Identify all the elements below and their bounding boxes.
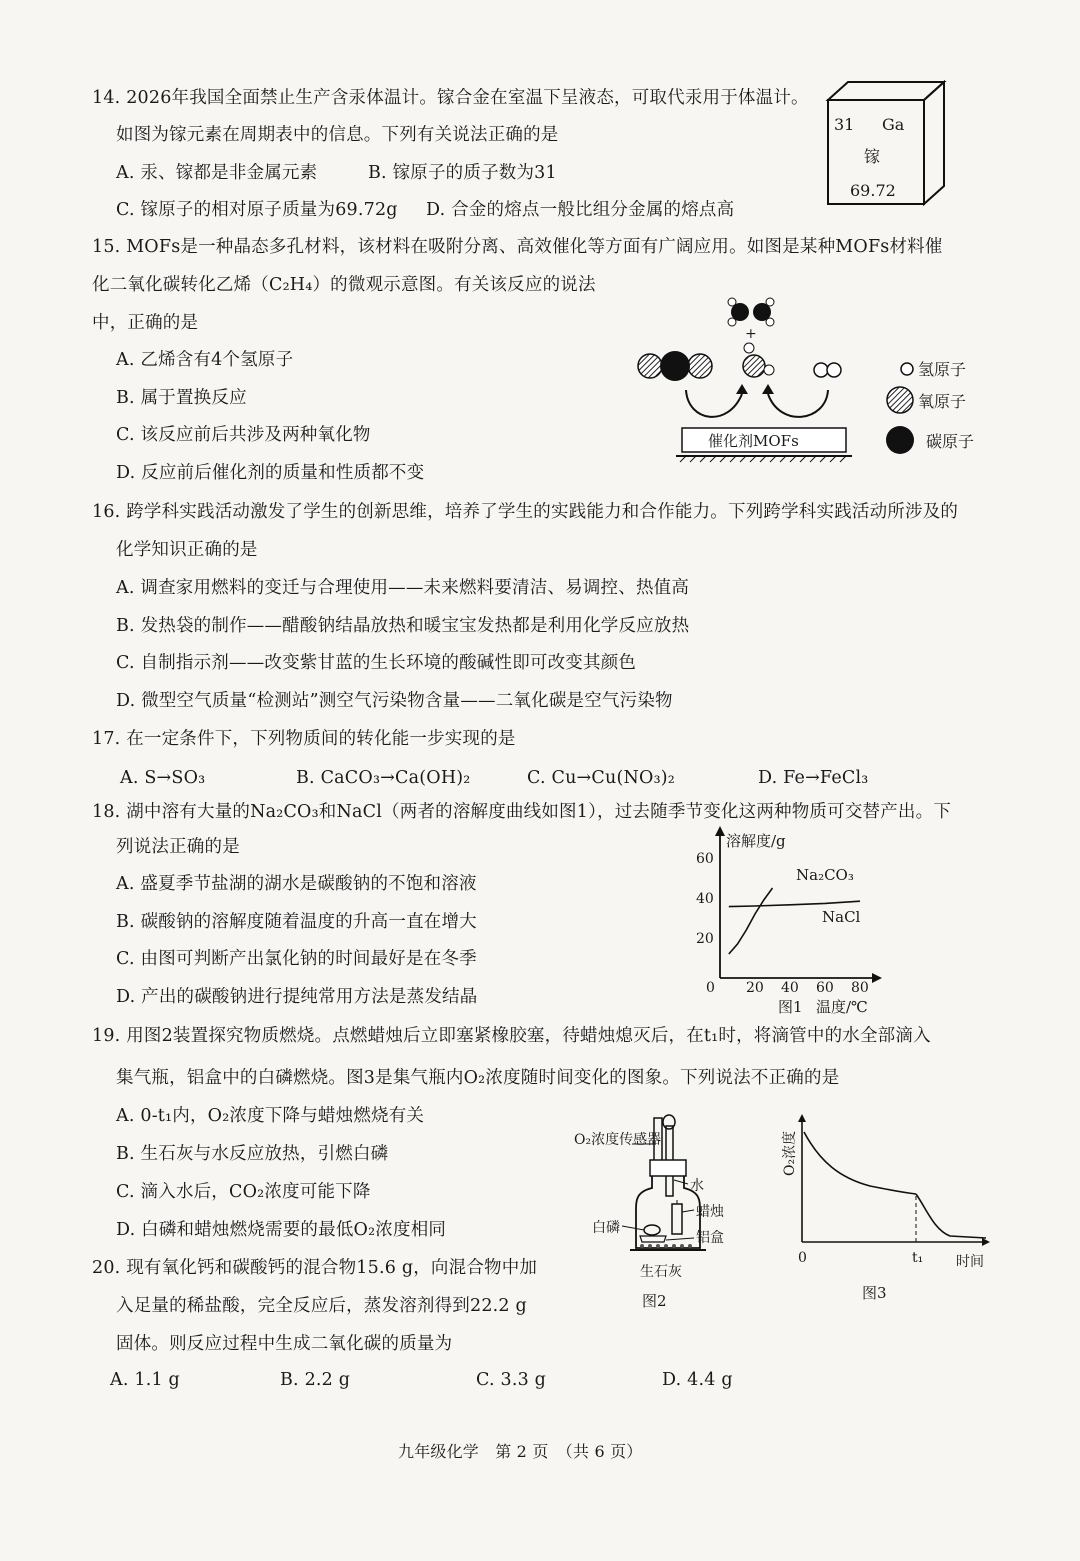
figure-3-caption: 图3 (862, 1284, 887, 1302)
q17-option-b: B. CaCO₃→Ca(OH)₂ (296, 768, 471, 788)
label-water: 水 (690, 1178, 704, 1194)
q17-stem: 17. 在一定条件下，下列物质间的转化能一步实现的是 (92, 729, 516, 749)
legend-hydrogen: 氢原子 (918, 360, 967, 379)
chart-title: 图1 (778, 998, 803, 1016)
periodic-element-cell (822, 78, 948, 208)
element-symbol: Ga (882, 115, 905, 134)
oxygen-legend-icon (887, 387, 913, 413)
q19-stem-2: 集气瓶，铝盒中的白磷燃烧。图3是集气瓶内O₂浓度随时间变化的图象。下列说法不正确的是 (116, 1068, 840, 1088)
q20-option-b: B. 2.2 g (280, 1370, 351, 1390)
y-axis-arrow (715, 826, 725, 836)
co2-molecule (638, 351, 712, 381)
hydrogen-molecule (814, 363, 841, 377)
fig3-y-label: O₂浓度 (782, 1130, 798, 1176)
fig3-curve-before (804, 1132, 916, 1194)
q19-option-a: A. 0-t₁内，O₂浓度下降与蜡烛燃烧有关 (116, 1106, 425, 1126)
q18-option-c: C. 由图可判断产出氯化钠的时间最好是在冬季 (116, 949, 477, 969)
series-na2co3-label: Na₂CO₃ (796, 866, 854, 884)
q14-stem-1: 14. 2026年我国全面禁止生产含汞体温计。镓合金在室温下呈液态，可取代汞用于体温计。 (92, 88, 809, 108)
fig3-x-label: 时间 (956, 1254, 984, 1270)
q14-stem-2: 如图为镓元素在周期表中的信息。下列有关说法正确的是 (116, 125, 559, 145)
q18-option-a: A. 盛夏季节盐湖的湖水是碳酸钠的不饱和溶液 (116, 874, 477, 894)
fig3-t1: t₁ (912, 1250, 924, 1266)
y-tick-60: 60 (696, 851, 714, 867)
q20-option-a: A. 1.1 g (110, 1370, 180, 1390)
q20-option-c: C. 3.3 g (476, 1370, 547, 1390)
q18-option-b: B. 碳酸钠的溶解度随着温度的升高一直在增大 (116, 912, 477, 932)
figure-2-caption: 图2 (642, 1292, 667, 1310)
ethylene-molecule (728, 298, 774, 342)
x-tick-80: 80 (851, 980, 869, 996)
q14-option-b: B. 镓原子的质子数为31 (368, 163, 557, 183)
y-tick-40: 40 (696, 891, 714, 907)
label-candle: 蜡烛 (696, 1204, 724, 1220)
x-axis-label: 温度/℃ (816, 998, 868, 1016)
q14-option-d: D. 合金的熔点一般比组分金属的熔点高 (426, 200, 735, 220)
q17-option-c: C. Cu→Cu(NO₃)₂ (527, 768, 676, 788)
q18-option-d: D. 产出的碳酸钠进行提纯常用方法是蒸发结晶 (116, 987, 478, 1007)
q19-option-b: B. 生石灰与水反应放热，引燃白磷 (116, 1144, 389, 1164)
q19-option-d: D. 白磷和蜡烛燃烧需要的最低O₂浓度相同 (116, 1220, 447, 1240)
hydrogen-legend-icon (901, 363, 913, 375)
q17-option-a: A. S→SO₃ (120, 768, 206, 788)
q20-option-d: D. 4.4 g (662, 1370, 733, 1390)
q18-stem-1: 18. 湖中溶有大量的Na₂CO₃和NaCl（两者的溶解度曲线如图1），过去随季节变化这两种物质可交替产出。下 (92, 802, 952, 822)
series-nacl-line (729, 901, 860, 906)
q16-option-a: A. 调查家用燃料的变迁与合理使用——未来燃料要清洁、易调控、热值高 (116, 578, 690, 598)
carbon-legend-icon (886, 426, 914, 454)
q17-option-d: D. Fe→FeCl₃ (758, 768, 869, 788)
q19-stem-1: 19. 用图2装置探究物质燃烧。点燃蜡烛后立即塞紧橡胶塞，待蜡烛熄灭后，在t₁时，将滴管中的水全部滴入 (92, 1026, 931, 1046)
fig3-curve-after (916, 1194, 986, 1238)
q18-stem-2: 列说法正确的是 (116, 837, 240, 857)
legend-oxygen: 氧原子 (918, 392, 967, 411)
q16-stem-1: 16. 跨学科实践活动激发了学生的创新思维，培养了学生的实践能力和合作能力。下列跨学科实践活动所涉及的 (92, 502, 959, 522)
series-nacl-label: NaCl (822, 908, 861, 926)
mofs-reaction-diagram (628, 290, 988, 470)
figure-3-o2-concentration (780, 1112, 990, 1308)
label-box: 铝盒 (696, 1230, 724, 1246)
water-molecule (743, 343, 774, 377)
q20-stem-1: 20. 现有氧化钙和碳酸钙的混合物15.6 g，向混合物中加 (92, 1258, 538, 1278)
q14-option-c: C. 镓原子的相对原子质量为69.72g (116, 200, 398, 220)
q14-option-a: A. 汞、镓都是非金属元素 (116, 163, 318, 183)
label-o2-sensor: O₂浓度传感器 (574, 1132, 662, 1148)
q15-stem-2: 化二氧化碳转化乙烯（C₂H₄）的微观示意图。有关该反应的说法 (92, 275, 596, 295)
x-tick-0: 0 (706, 980, 715, 996)
element-name: 镓 (864, 147, 881, 166)
q16-option-b: B. 发热袋的制作——醋酸钠结晶放热和暖宝宝发热都是利用化学反应放热 (116, 616, 690, 636)
q19-option-c: C. 滴入水后，CO₂浓度可能下降 (116, 1182, 371, 1202)
series-na2co3-line (729, 888, 773, 954)
solubility-chart (680, 822, 900, 1018)
element-mass: 69.72 (850, 181, 896, 200)
legend-carbon: 碳原子 (926, 432, 975, 451)
q20-stem-2: 入足量的稀盐酸，完全反应后，蒸发溶剂得到22.2 g (116, 1296, 527, 1316)
y-axis-label: 溶解度/g (726, 832, 786, 850)
q16-option-d: D. 微型空气质量“检测站”测空气污染物含量——二氧化碳是空气污染物 (116, 691, 673, 711)
q16-stem-2: 化学知识正确的是 (116, 540, 258, 560)
q15-option-b: B. 属于置换反应 (116, 388, 247, 408)
x-tick-20: 20 (746, 980, 764, 996)
q15-option-c: C. 该反应前后共涉及两种氧化物 (116, 425, 371, 445)
figure-2-apparatus (570, 1108, 756, 1310)
x-tick-40: 40 (781, 980, 799, 996)
label-phosphorus: 白磷 (592, 1220, 620, 1236)
q15-option-a: A. 乙烯含有4个氢原子 (116, 350, 294, 370)
element-number: 31 (834, 115, 855, 134)
q15-stem-1: 15. MOFs是一种晶态多孔材料，该材料在吸附分离、高效催化等方面有广阔应用。如图是某种MOFs材料催 (92, 237, 943, 257)
page-footer: 九年级化学 第 2 页 （共 6 页） (398, 1442, 643, 1461)
label-lime: 生石灰 (640, 1264, 682, 1280)
q15-stem-3: 中，正确的是 (92, 313, 199, 333)
catalyst-label: 催化剂MOFs (708, 432, 799, 450)
x-axis-arrow (872, 973, 882, 983)
fig3-origin: 0 (798, 1250, 807, 1266)
q16-option-c: C. 自制指示剂——改变紫甘蓝的生长环境的酸碱性即可改变其颜色 (116, 653, 637, 673)
x-tick-60: 60 (816, 980, 834, 996)
q20-stem-3: 固体。则反应过程中生成二氧化碳的质量为 (116, 1334, 453, 1354)
q15-option-d: D. 反应前后催化剂的质量和性质都不变 (116, 463, 425, 483)
y-tick-20: 20 (696, 931, 714, 947)
svg-text:+: + (745, 326, 757, 342)
